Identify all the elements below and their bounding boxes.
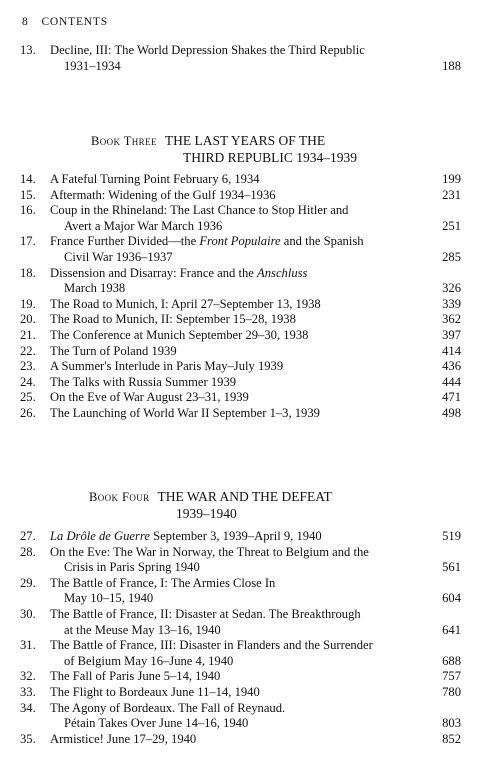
chapter-title: France Further Divided—the [50, 234, 200, 249]
chapter-page: 285 [442, 249, 461, 264]
chapter-number: 24. [20, 374, 36, 389]
chapter-number: 34. [20, 700, 36, 715]
toc-entry [0, 312, 478, 328]
toc-entry [0, 576, 478, 607]
book-three-entries [0, 172, 478, 422]
toc-entry [0, 701, 478, 732]
chapter-title: The Road to Munich, II: September 15–28, 1938 [50, 312, 296, 327]
toc-entry [0, 406, 478, 422]
toc-entry [0, 390, 478, 406]
chapter-title: Armistice! June 17–29, 1940 [50, 731, 197, 746]
chapter-number: 19. [20, 296, 36, 311]
chapter-title-italic: Front Populaire [199, 234, 281, 249]
chapter-page: 757 [442, 669, 461, 684]
chapter-title: A Summer's Interlude in Paris May–July 1939 [50, 359, 284, 374]
toc-entry [0, 203, 478, 234]
chapter-title-italic: La Drôle de Guerre [50, 529, 150, 543]
chapter-title-continued: Avert a Major War March 1936 [64, 218, 223, 233]
chapter-title-continued: at the Meuse May 13–16, 1940 [64, 622, 221, 637]
chapter-page: 231 [442, 187, 461, 202]
chapter-title-continued: Civil War 1936–1937 [64, 249, 173, 264]
book-four-entries [0, 529, 478, 747]
chapter-title: Coup in the Rhineland: The Last Chance to Stop Hitler and [50, 203, 349, 218]
chapter-title: The Road to Munich, I: April 27–September 13, 1938 [50, 296, 321, 311]
chapter-title: Aftermath: Widening of the Gulf 1934–1936 [50, 187, 276, 202]
chapter-number: 22. [20, 343, 36, 358]
book-title-line2: THIRD REPUBLIC 1934–1939 [183, 150, 358, 165]
book-title-line2: 1939–1940 [176, 506, 237, 521]
toc-entry [0, 344, 478, 360]
chapter-page: 803 [442, 716, 461, 731]
chapter-page: 436 [442, 359, 461, 374]
chapter-page: 561 [442, 560, 461, 575]
chapter-title: The Battle of France, III: Disaster in Flanders and the Surrender [50, 638, 373, 653]
chapter-title-continued: May 10–15, 1940 [64, 591, 154, 606]
toc-entry [0, 359, 478, 375]
chapter-title: Dissension and Disarray: France and the [50, 265, 258, 280]
chapter-page: 188 [442, 58, 461, 73]
chapter-title-continued: Crisis in Paris Spring 1940 [64, 560, 200, 575]
chapter-page: 326 [442, 281, 461, 296]
chapter-page: 414 [442, 343, 461, 358]
chapter-number: 21. [20, 327, 36, 342]
toc-entry [0, 732, 478, 748]
toc-entry-13 [0, 43, 478, 74]
chapter-title: September 3, 1939–April 9, 1940 [149, 529, 322, 543]
chapter-number: 20. [20, 312, 36, 327]
chapter-number: 33. [20, 684, 36, 699]
toc-entry [0, 545, 478, 576]
chapter-title-continued: of Belgium May 16–June 4, 1940 [64, 653, 234, 668]
chapter-number: 14. [20, 172, 36, 186]
chapter-page: 362 [442, 312, 461, 327]
toc-entry [0, 375, 478, 391]
chapter-title: The Fall of Paris June 5–14, 1940 [50, 669, 221, 684]
running-head [22, 16, 108, 28]
chapter-title: The Turn of Poland 1939 [50, 343, 177, 358]
toc-entry [0, 266, 478, 297]
chapter-title: The Battle of France, II: Disaster at Sedan. The Breakthrough [50, 606, 361, 621]
chapter-page: 641 [442, 622, 461, 637]
chapter-page: 519 [442, 529, 461, 543]
toc-entry [0, 328, 478, 344]
chapter-title: The Conference at Munich September 29–30, 1938 [50, 327, 309, 342]
chapter-title-continued: March 1938 [64, 281, 126, 296]
chapter-title-continued: 1931–1934 [64, 58, 121, 73]
book-title-line1: THE LAST YEARS OF THE [164, 133, 326, 148]
chapter-title: The Flight to Bordeaux June 11–14, 1940 [50, 684, 260, 699]
chapter-title: Decline, III: The World Depression Shakes the Third Republic [50, 43, 365, 57]
chapter-title: On the Eve: The War in Norway, the Threat to Belgium and the [50, 544, 369, 559]
chapter-title-italic: Anschluss [257, 265, 308, 280]
chapter-title: and the Spanish [280, 234, 364, 249]
chapter-number: 23. [20, 359, 36, 374]
toc-entry [0, 234, 478, 265]
chapter-page: 444 [442, 374, 461, 389]
chapter-number: 32. [20, 669, 36, 684]
chapter-page: 604 [442, 591, 461, 606]
toc-entry [0, 529, 478, 545]
chapter-number: 35. [20, 731, 36, 746]
toc-entry [0, 188, 478, 204]
toc-entry [0, 297, 478, 313]
toc-entry [0, 685, 478, 701]
chapter-title-continued: Pétain Takes Over June 14–16, 1940 [64, 716, 249, 731]
running-title: CONTENTS [41, 16, 108, 28]
toc-entry [0, 669, 478, 685]
chapter-page: 397 [442, 327, 461, 342]
book-label: Book Three [91, 134, 157, 148]
chapter-number: 31. [20, 638, 36, 653]
chapter-number: 18. [20, 265, 36, 280]
chapter-page: 780 [442, 684, 461, 699]
chapter-number: 15. [20, 187, 36, 202]
chapter-page: 471 [442, 390, 461, 405]
chapter-number: 29. [20, 575, 36, 590]
chapter-title: The Talks with Russia Summer 1939 [50, 374, 237, 389]
chapter-page: 498 [442, 405, 461, 420]
book-title-line1: THE WAR AND THE DEFEAT [157, 489, 332, 504]
chapter-title: A Fateful Turning Point February 6, 1934 [50, 172, 260, 186]
chapter-number: 27. [20, 529, 36, 543]
chapter-page: 251 [442, 218, 461, 233]
chapter-page: 199 [442, 172, 461, 186]
chapter-number: 16. [20, 203, 36, 218]
toc-entry [0, 607, 478, 638]
chapter-title: The Launching of World War II September 1–3, 1939 [50, 405, 320, 420]
toc-entry [0, 172, 478, 188]
chapter-title: The Battle of France, I: The Armies Close In [50, 575, 276, 590]
chapter-number: 30. [20, 606, 36, 621]
chapter-title: The Agony of Bordeaux. The Fall of Reynaud. [50, 700, 286, 715]
chapter-number: 25. [20, 390, 36, 405]
chapter-page: 339 [442, 296, 461, 311]
chapter-number: 13. [20, 43, 36, 57]
toc-entry [0, 43, 478, 74]
page-number: 8 [22, 16, 29, 28]
book-label: Book Four [89, 490, 150, 504]
chapter-page: 852 [442, 731, 461, 746]
chapter-number: 17. [20, 234, 36, 249]
chapter-number: 26. [20, 405, 36, 420]
toc-entry [0, 638, 478, 669]
chapter-page: 688 [442, 653, 461, 668]
chapter-title: On the Eve of War August 23–31, 1939 [50, 390, 249, 405]
chapter-number: 28. [20, 544, 36, 559]
